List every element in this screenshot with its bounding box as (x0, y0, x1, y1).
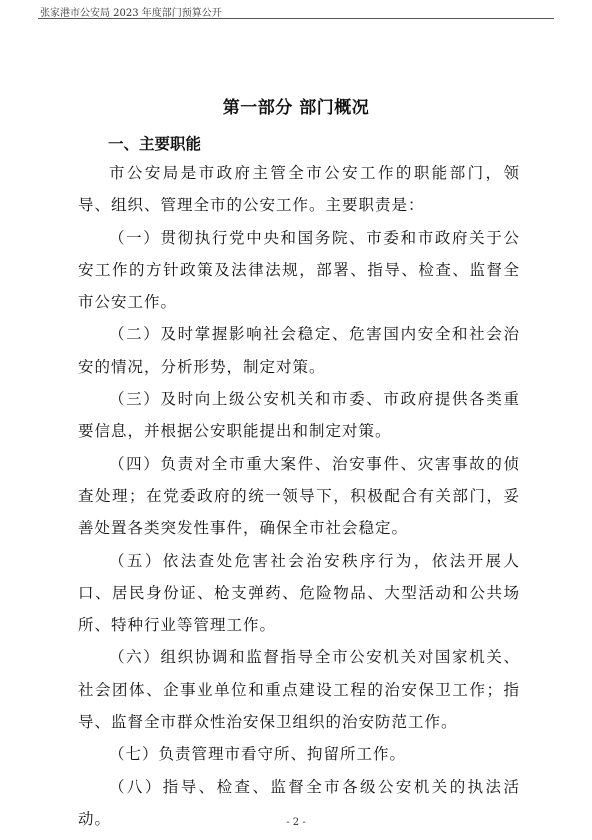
paragraph: （七）负责管理市看守所、拘留所工作。 (109, 745, 407, 764)
document-title: 第一部分 部门概况 (222, 98, 370, 118)
page-header: 张家港市公安局 2023 年度部门预算公开 (40, 8, 222, 19)
paragraph: （六）组织协调和监督指导全市公安机关对国家机关、社会团体、企事业单位和重点建设工程的治安保卫工作；指导、监督全市群众性治安保卫组织的治安防范工作。 (78, 648, 520, 732)
body-text (78, 157, 520, 835)
paragraph: （一）贯彻执行党中央和国务院、市委和市政府关于公安工作的方针政策及法律法规，部署、指导、检查、监督全市公安工作。 (78, 228, 520, 312)
paragraph: （八）指导、检查、监督全市各级公安机关的执法活动。 (78, 777, 520, 828)
paragraph: （五）依法查处危害社会治安秩序行为，依法开展人口、居民身份证、枪支弹药、危险物品、大型活动和公共场所、特种行业等管理工作。 (78, 551, 520, 635)
paragraph: （三）及时向上级公安机关和市委、市政府提供各类重要信息，并根据公安职能提出和制定对策。 (78, 390, 520, 441)
header-divider (38, 18, 554, 19)
page-number: - 2 - (286, 817, 306, 828)
paragraph: （二）及时掌握影响社会稳定、危害国内安全和社会治安的情况，分析形势，制定对策。 (78, 325, 520, 376)
section-heading: 一、主要职能 (108, 135, 202, 153)
paragraph: （四）负责对全市重大案件、治安事件、灾害事故的侦查处理；在党委政府的统一领导下，积极配合有关部门，妥善处置各类突发性事件，确保全市社会稳定。 (78, 454, 520, 538)
paragraph: 市公安局是市政府主管全市公安工作的职能部门，领导、组织、管理全市的公安工作。主要职责是： (78, 164, 520, 215)
